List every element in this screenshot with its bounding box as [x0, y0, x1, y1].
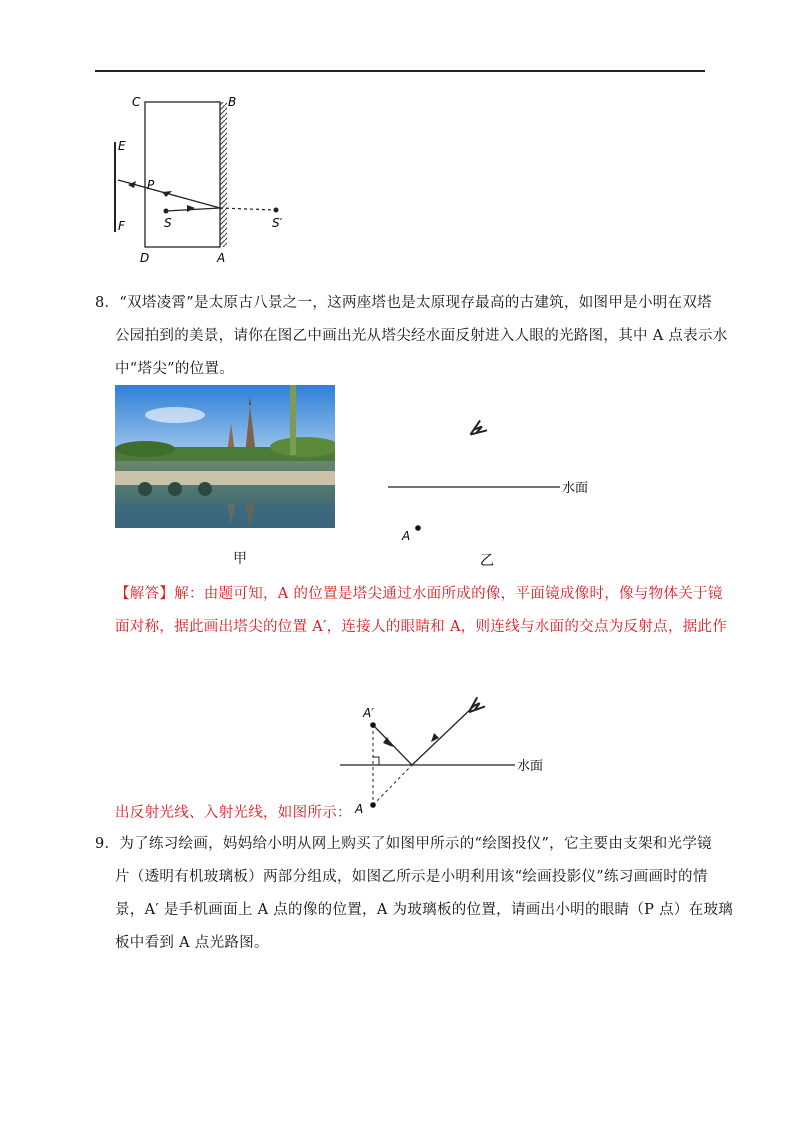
caption-jia: 甲 — [233, 551, 247, 567]
figure-yi — [380, 410, 610, 570]
answer-line3: 出反射光线、入射光线，如图所示： — [115, 805, 352, 821]
answer-line1 — [115, 578, 723, 611]
q9-number: 9． — [95, 836, 120, 852]
eye-icon — [467, 420, 487, 439]
water-label: 水面 — [517, 759, 544, 774]
top-rule — [95, 70, 705, 72]
label-a: A — [217, 251, 226, 265]
mirror-diagram — [100, 90, 320, 270]
point-s — [164, 209, 169, 214]
mirror-hatching — [220, 102, 227, 247]
q8-number: 8． — [95, 295, 120, 311]
point-a — [370, 802, 376, 808]
q9-line3: 景，A′ 是手机画面上 A 点的像的位置，A 为玻璃板的位置，请画出小明的眼睛（P 点）在玻璃 — [115, 902, 734, 918]
virtual-ray — [373, 765, 412, 805]
eye-icon — [465, 697, 485, 716]
label-a: A — [402, 529, 411, 543]
label-b: B — [228, 95, 237, 109]
label-a-prime: A′ — [363, 706, 374, 720]
label-p: P — [147, 178, 155, 192]
label-d: D — [140, 251, 150, 265]
q8-line3: 中“塔尖”的位置。 — [115, 361, 235, 377]
reflected-ray — [412, 705, 475, 765]
rectangle-abcd — [145, 102, 220, 247]
label-c: C — [132, 95, 141, 109]
q9-line4: 板中看到 A 点光路图。 — [115, 935, 269, 951]
answer-tag: 【解答】 — [115, 586, 175, 602]
answer-diagram — [335, 695, 585, 815]
point-a — [415, 525, 421, 531]
q8-line1 — [95, 287, 712, 320]
twin-pagoda-photo — [115, 385, 335, 528]
q8-line2: 公园拍到的美景，请你在图乙中画出光从塔尖经水面反射进入人眼的光路图，其中 A 点表示水 — [115, 328, 728, 344]
q9-line1 — [95, 828, 712, 861]
right-angle-mark — [373, 757, 379, 765]
image-extension — [220, 208, 276, 210]
answer-line2: 面对称，据此画出塔尖的位置 A′，连接人的眼睛和 A，则连线与水面的交点为反射点，据此作 — [115, 619, 728, 635]
label-e: E — [118, 139, 126, 153]
label-f: F — [118, 219, 125, 233]
point-a-prime — [370, 722, 376, 728]
answer-text-1: 解：由题可知，A 的位置是塔尖通过水面所成的像，平面镜成像时，像与物体关于镜 — [174, 586, 723, 602]
caption-yi: 乙 — [480, 553, 494, 569]
q9-text-1: 为了练习绘画，妈妈给小明从网上购买了如图甲所示的“绘图投仪”，它主要由支架和光学镜 — [119, 836, 712, 852]
q9-line2: 片（透明有机玻璃板）两部分组成，如图乙所示是小明利用该“绘画投影仪”练习画画时的情 — [115, 869, 708, 885]
water-surface-label: 水面 — [562, 481, 589, 496]
label-s: S — [164, 216, 172, 230]
q8-text-1: “双塔凌霄”是太原古八景之一，这两座塔也是太原现存最高的古建筑，如图甲是小明在双塔 — [119, 295, 712, 311]
label-a: A — [355, 802, 364, 815]
point-s-prime — [274, 208, 279, 213]
label-s-prime: S′ — [272, 216, 283, 230]
